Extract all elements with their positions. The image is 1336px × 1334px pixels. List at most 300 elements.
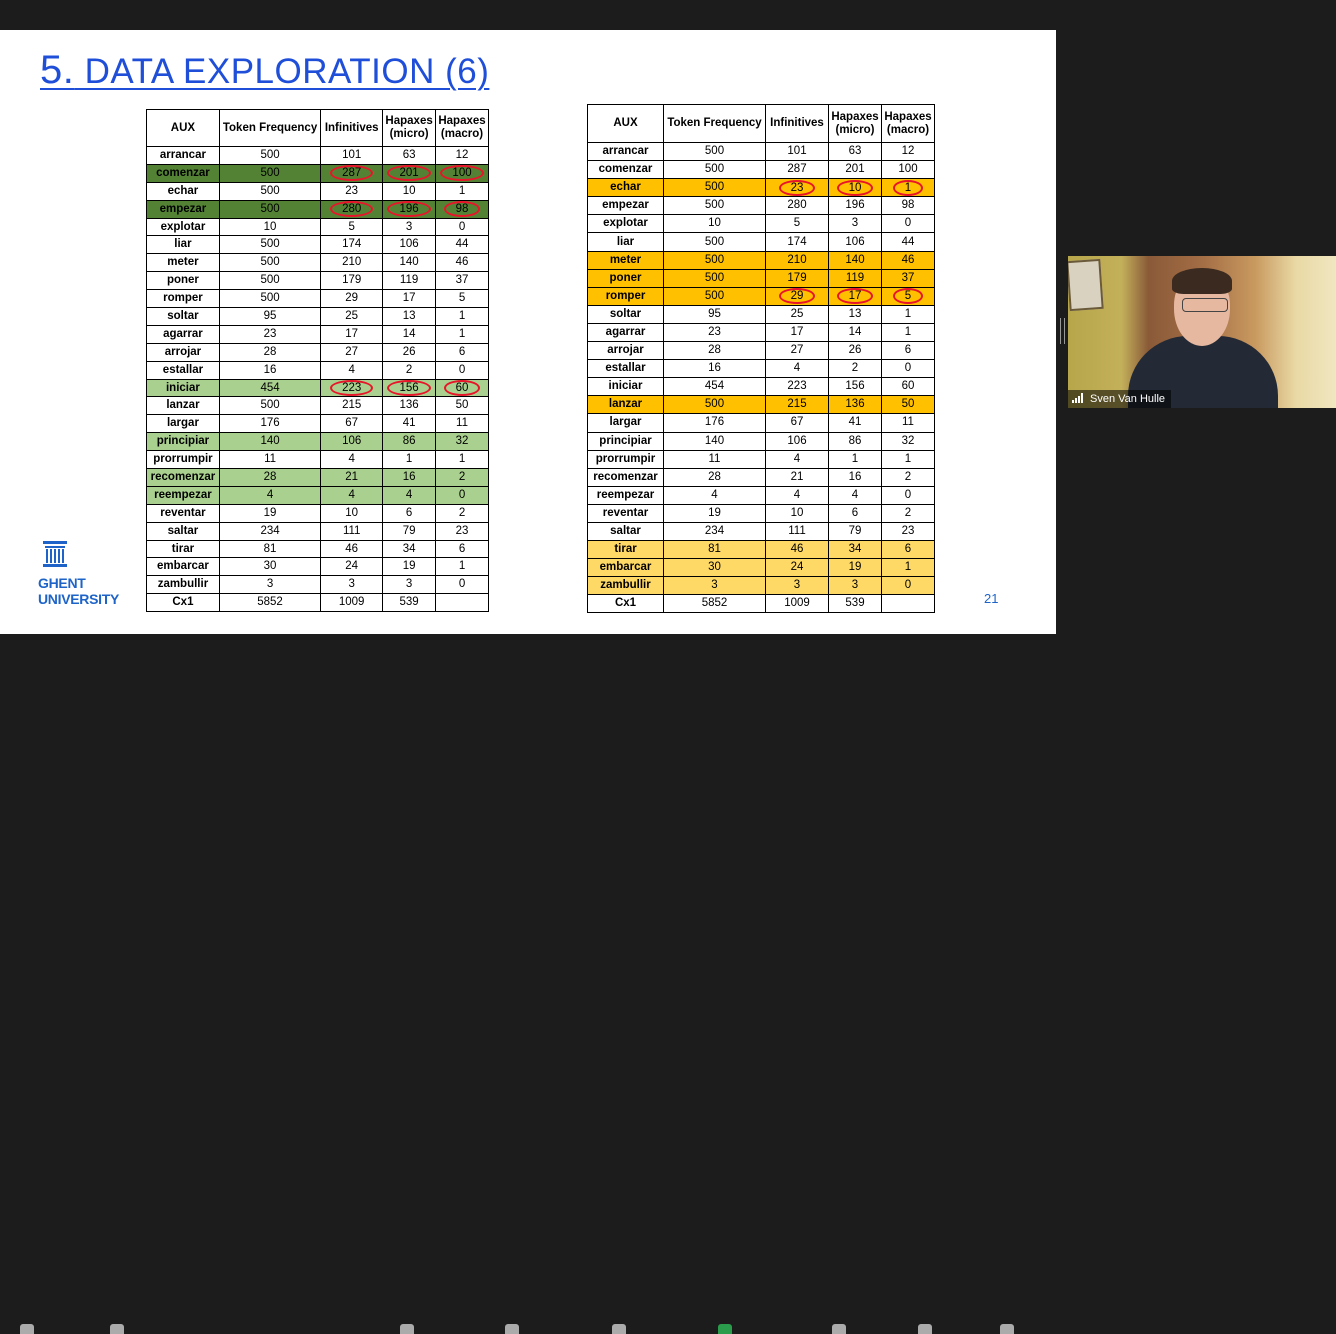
header-aux: AUX: [147, 110, 220, 147]
cell-hma: 1: [436, 451, 489, 469]
cell-aux: explotar: [588, 215, 664, 233]
table-row: [147, 433, 489, 451]
table-row: [588, 287, 935, 305]
highlight-circle: 223: [330, 380, 373, 396]
cell-aux: reventar: [147, 504, 220, 522]
highlight-circle: 1: [893, 180, 923, 196]
header-hapaxes-micro: Hapaxes (micro): [383, 110, 436, 147]
cell-inf: 4: [321, 486, 383, 504]
apps-icon[interactable]: [1000, 1324, 1014, 1334]
cell-tf: 500: [664, 161, 766, 179]
cell-hma: 5: [436, 290, 489, 308]
cell-tf: 81: [219, 540, 320, 558]
cell-hmi: 119: [383, 272, 436, 290]
highlight-circle: 280: [330, 201, 373, 217]
cell-hma: 0: [436, 576, 489, 594]
cell-hma: [882, 179, 935, 197]
table-row: [588, 179, 935, 197]
table-row: [147, 576, 489, 594]
cell-tf: 500: [219, 397, 320, 415]
table-row: [588, 577, 935, 595]
cell-inf: 17: [321, 325, 383, 343]
highlight-circle: 98: [444, 201, 481, 217]
highlight-circle: 60: [444, 380, 481, 396]
cell-tf: 10: [219, 218, 320, 236]
cell-aux: saltar: [588, 522, 664, 540]
cell-aux: empezar: [147, 200, 220, 218]
cell-inf: 4: [766, 486, 829, 504]
cell-inf: 106: [321, 433, 383, 451]
cell-hma: 1: [882, 323, 935, 341]
cell-aux: largar: [147, 415, 220, 433]
cell-hmi: 140: [829, 251, 882, 269]
cell-hmi: 14: [383, 325, 436, 343]
cell-tf: 500: [664, 287, 766, 305]
cell-hma: 100: [882, 161, 935, 179]
slide-page-number: 21: [984, 591, 999, 606]
cell-hma: 0: [436, 486, 489, 504]
cell-hma: 6: [882, 342, 935, 360]
cell-inf: 223: [766, 378, 829, 396]
cell-aux: reempezar: [147, 486, 220, 504]
frequency-table-left: [146, 109, 489, 612]
table-row: [147, 147, 489, 165]
cell-hma: 23: [882, 522, 935, 540]
cell-tf: 11: [664, 450, 766, 468]
cell-inf: 67: [766, 414, 829, 432]
cell-inf: 174: [766, 233, 829, 251]
table-row: [588, 468, 935, 486]
cell-hmi: 10: [383, 182, 436, 200]
cell-hmi: 136: [829, 396, 882, 414]
header-hapaxes-micro: Hapaxes (micro): [829, 105, 882, 143]
cell-hma: 37: [436, 272, 489, 290]
header-hapaxes-macro: Hapaxes (macro): [882, 105, 935, 143]
cell-tf: 4: [664, 486, 766, 504]
cell-aux: Cx1: [588, 595, 664, 613]
cell-tf: 19: [664, 504, 766, 522]
cell-aux: tirar: [147, 540, 220, 558]
cell-tf: 140: [664, 432, 766, 450]
table-row: [147, 308, 489, 326]
university-building-icon: [40, 540, 70, 570]
chat-icon[interactable]: [612, 1324, 626, 1334]
cell-hma: 12: [436, 147, 489, 165]
table-row: [147, 415, 489, 433]
cell-hma: 2: [882, 468, 935, 486]
cell-hmi: 2: [383, 361, 436, 379]
mute-icon[interactable]: [20, 1324, 34, 1334]
cell-aux: zambullir: [588, 577, 664, 595]
cell-aux: principiar: [147, 433, 220, 451]
slide-title-text: DATA EXPLORATION (6): [74, 52, 490, 91]
cell-hma: 2: [436, 469, 489, 487]
cell-hmi: 14: [829, 323, 882, 341]
cell-inf: 46: [321, 540, 383, 558]
cell-tf: 500: [219, 182, 320, 200]
cell-tf: 3: [664, 577, 766, 595]
cell-hmi: 26: [383, 343, 436, 361]
logo-line-2: UNIVERSITY: [38, 591, 120, 607]
table-row: [588, 541, 935, 559]
table-row: [147, 164, 489, 182]
cell-aux: empezar: [588, 197, 664, 215]
cell-hma: 2: [882, 504, 935, 522]
cell-tf: 234: [219, 522, 320, 540]
cell-inf: 46: [766, 541, 829, 559]
cell-hma: [436, 200, 489, 218]
cell-hma: 12: [882, 143, 935, 161]
cell-aux: soltar: [147, 308, 220, 326]
table-row: [147, 594, 489, 612]
cell-tf: 28: [664, 468, 766, 486]
highlight-circle: 100: [440, 165, 483, 181]
table-row: [588, 504, 935, 522]
cell-aux: estallar: [147, 361, 220, 379]
cell-tf: 95: [664, 305, 766, 323]
cell-tf: 500: [219, 272, 320, 290]
cell-aux: poner: [147, 272, 220, 290]
security-icon[interactable]: [400, 1324, 414, 1334]
header-infinitives: Infinitives: [766, 105, 829, 143]
table-row: [147, 379, 489, 397]
table-row: [588, 450, 935, 468]
cell-aux: largar: [588, 414, 664, 432]
cell-aux: lanzar: [147, 397, 220, 415]
cell-hmi: 19: [829, 559, 882, 577]
highlight-circle: 29: [779, 288, 816, 304]
cell-hma: [882, 287, 935, 305]
cell-inf: 174: [321, 236, 383, 254]
cell-hmi: [829, 287, 882, 305]
cell-inf: [321, 164, 383, 182]
cell-aux: Cx1: [147, 594, 220, 612]
cell-hmi: [383, 379, 436, 397]
cell-inf: 24: [321, 558, 383, 576]
cell-hmi: 79: [383, 522, 436, 540]
cell-aux: estallar: [588, 360, 664, 378]
cell-hmi: 4: [829, 486, 882, 504]
table-row: [588, 143, 935, 161]
table-row: [588, 432, 935, 450]
cell-inf: 67: [321, 415, 383, 433]
table-row: [147, 469, 489, 487]
cell-hmi: [829, 179, 882, 197]
cell-tf: 23: [219, 325, 320, 343]
cell-inf: 101: [321, 147, 383, 165]
cell-hma: 2: [436, 504, 489, 522]
cell-aux: comenzar: [147, 164, 220, 182]
cell-tf: 500: [219, 147, 320, 165]
highlight-circle: 287: [330, 165, 373, 181]
cell-inf: 5: [766, 215, 829, 233]
table-row: [588, 414, 935, 432]
cell-inf: 3: [321, 576, 383, 594]
cell-aux: embarcar: [147, 558, 220, 576]
table-row: [588, 305, 935, 323]
highlight-circle: 10: [837, 180, 874, 196]
cell-inf: 10: [321, 504, 383, 522]
cell-hmi: 140: [383, 254, 436, 272]
table-row: [147, 397, 489, 415]
cell-hmi: 196: [829, 197, 882, 215]
cell-hmi: 6: [383, 504, 436, 522]
cell-aux: lanzar: [588, 396, 664, 414]
cell-inf: 21: [766, 468, 829, 486]
cell-hmi: 136: [383, 397, 436, 415]
cell-hmi: 106: [383, 236, 436, 254]
reactions-icon[interactable]: [918, 1324, 932, 1334]
cell-hma: 0: [882, 577, 935, 595]
cell-tf: 176: [664, 414, 766, 432]
cell-inf: 210: [766, 251, 829, 269]
ghent-university-logo: [38, 540, 128, 607]
cell-tf: 454: [664, 378, 766, 396]
meeting-toolbar: [0, 660, 1336, 674]
cell-hma: 11: [436, 415, 489, 433]
cell-aux: arrancar: [588, 143, 664, 161]
cell-inf: 27: [321, 343, 383, 361]
connection-signal-icon: [1072, 393, 1086, 403]
cell-inf: 215: [321, 397, 383, 415]
cell-inf: 4: [766, 450, 829, 468]
cell-hmi: 3: [383, 576, 436, 594]
wall-picture: [1068, 259, 1104, 311]
cell-tf: 30: [664, 559, 766, 577]
cell-aux: arrojar: [588, 342, 664, 360]
panel-resize-handle[interactable]: [1060, 318, 1065, 344]
table-row: [147, 361, 489, 379]
table-row: [588, 595, 935, 613]
cell-aux: agarrar: [588, 323, 664, 341]
cell-hma: 46: [436, 254, 489, 272]
cell-tf: 5852: [219, 594, 320, 612]
cell-tf: 5852: [664, 595, 766, 613]
presentation-slide: [0, 30, 1056, 634]
cell-inf: [321, 200, 383, 218]
cell-inf: 287: [766, 161, 829, 179]
cell-hma: 44: [436, 236, 489, 254]
cell-inf: [766, 179, 829, 197]
table-row: [147, 540, 489, 558]
table-header-row: [147, 110, 489, 147]
cell-inf: 23: [321, 182, 383, 200]
highlight-circle: 196: [387, 201, 430, 217]
cell-tf: 3: [219, 576, 320, 594]
cell-aux: iniciar: [588, 378, 664, 396]
cell-hma: 44: [882, 233, 935, 251]
cell-tf: 30: [219, 558, 320, 576]
cell-inf: 179: [321, 272, 383, 290]
header-hapaxes-macro: Hapaxes (macro): [436, 110, 489, 147]
table-row: [147, 272, 489, 290]
cell-inf: 111: [766, 522, 829, 540]
cell-aux: tirar: [588, 541, 664, 559]
cell-hmi: [383, 164, 436, 182]
participant-glasses: [1182, 298, 1228, 312]
table-row: [588, 215, 935, 233]
cell-tf: 95: [219, 308, 320, 326]
header-aux: AUX: [588, 105, 664, 143]
cell-inf: 24: [766, 559, 829, 577]
table-row: [588, 378, 935, 396]
cell-hmi: 156: [829, 378, 882, 396]
cell-hmi: 106: [829, 233, 882, 251]
cell-tf: 500: [664, 197, 766, 215]
cell-aux: arrancar: [147, 147, 220, 165]
cell-tf: 140: [219, 433, 320, 451]
table-row: [147, 486, 489, 504]
highlight-circle: 156: [387, 380, 430, 396]
highlight-circle: 201: [387, 165, 430, 181]
cell-inf: 10: [766, 504, 829, 522]
table-row: [588, 486, 935, 504]
cell-hmi: 34: [383, 540, 436, 558]
table-row: [588, 559, 935, 577]
cell-aux: arrojar: [147, 343, 220, 361]
cell-inf: 5: [321, 218, 383, 236]
cell-aux: meter: [588, 251, 664, 269]
cell-hmi: 19: [383, 558, 436, 576]
cell-tf: 234: [664, 522, 766, 540]
cell-inf: 25: [766, 305, 829, 323]
table-row: [147, 290, 489, 308]
cell-inf: 280: [766, 197, 829, 215]
cell-hmi: 6: [829, 504, 882, 522]
cell-aux: liar: [588, 233, 664, 251]
cell-hma: 6: [882, 541, 935, 559]
cell-inf: 3: [766, 577, 829, 595]
cell-aux: echar: [588, 179, 664, 197]
table-row: [588, 342, 935, 360]
cell-hma: 46: [882, 251, 935, 269]
cell-aux: meter: [147, 254, 220, 272]
cell-aux: embarcar: [588, 559, 664, 577]
table-row: [147, 343, 489, 361]
table-row: [147, 218, 489, 236]
cell-inf: [321, 379, 383, 397]
cell-tf: 81: [664, 541, 766, 559]
cell-inf: 210: [321, 254, 383, 272]
cell-tf: 4: [219, 486, 320, 504]
cell-tf: 28: [664, 342, 766, 360]
cell-inf: 106: [766, 432, 829, 450]
cell-hmi: 1: [383, 451, 436, 469]
cell-hma: [436, 594, 489, 612]
cell-aux: reventar: [588, 504, 664, 522]
cell-tf: 176: [219, 415, 320, 433]
cell-hma: 6: [436, 540, 489, 558]
cell-hma: 0: [882, 215, 935, 233]
table-row: [588, 251, 935, 269]
cell-aux: liar: [147, 236, 220, 254]
cell-hmi: 539: [383, 594, 436, 612]
cell-hmi: 3: [829, 215, 882, 233]
cell-inf: 215: [766, 396, 829, 414]
cell-aux: romper: [147, 290, 220, 308]
cell-hmi: 1: [829, 450, 882, 468]
cell-hma: 32: [436, 433, 489, 451]
cell-hma: 6: [436, 343, 489, 361]
slide-title: [40, 48, 489, 93]
cell-tf: 500: [664, 143, 766, 161]
participant-name: Sven Van Hulle: [1090, 393, 1166, 405]
cell-aux: comenzar: [588, 161, 664, 179]
table-row: [147, 182, 489, 200]
table-row: [588, 269, 935, 287]
cell-aux: romper: [588, 287, 664, 305]
cell-hmi: 41: [383, 415, 436, 433]
cell-hma: [436, 164, 489, 182]
table-row: [147, 451, 489, 469]
record-icon[interactable]: [832, 1324, 846, 1334]
cell-tf: 454: [219, 379, 320, 397]
participants-icon[interactable]: [505, 1324, 519, 1334]
slide-title-number: 5.: [40, 48, 75, 92]
cell-tf: 500: [219, 200, 320, 218]
cell-inf: 4: [321, 361, 383, 379]
cell-inf: 25: [321, 308, 383, 326]
cell-inf: 17: [766, 323, 829, 341]
cell-hmi: 17: [383, 290, 436, 308]
share-screen-icon[interactable]: [718, 1324, 732, 1334]
highlight-circle: 23: [779, 180, 816, 196]
cell-inf: 4: [321, 451, 383, 469]
cell-tf: 19: [219, 504, 320, 522]
cell-hma: [882, 595, 935, 613]
cell-aux: zambullir: [147, 576, 220, 594]
cell-aux: saltar: [147, 522, 220, 540]
cell-hma: 0: [882, 360, 935, 378]
cell-aux: prorrumpir: [588, 450, 664, 468]
cell-inf: 21: [321, 469, 383, 487]
participant-video-tile[interactable]: [1068, 256, 1336, 408]
highlight-circle: 17: [837, 288, 874, 304]
cell-tf: 10: [664, 215, 766, 233]
cell-aux: recomenzar: [588, 468, 664, 486]
table-header-row: [588, 105, 935, 143]
cell-hmi: 13: [829, 305, 882, 323]
cell-hmi: 86: [383, 433, 436, 451]
cell-hmi: 86: [829, 432, 882, 450]
video-icon[interactable]: [110, 1324, 124, 1334]
cell-hma: 1: [882, 305, 935, 323]
cell-aux: iniciar: [147, 379, 220, 397]
cell-hma: 1: [436, 308, 489, 326]
cell-hma: 0: [436, 361, 489, 379]
cell-inf: 1009: [766, 595, 829, 613]
cell-tf: 16: [219, 361, 320, 379]
cell-hmi: 79: [829, 522, 882, 540]
cell-tf: 11: [219, 451, 320, 469]
cell-hmi: 2: [829, 360, 882, 378]
cell-hma: 60: [882, 378, 935, 396]
cell-tf: 500: [664, 251, 766, 269]
table-row: [588, 360, 935, 378]
cell-hma: 1: [436, 182, 489, 200]
cell-aux: principiar: [588, 432, 664, 450]
cell-hma: 0: [882, 486, 935, 504]
cell-hma: 1: [882, 450, 935, 468]
participant-hair: [1172, 268, 1232, 294]
cell-tf: 500: [219, 290, 320, 308]
cell-hma: 1: [882, 559, 935, 577]
cell-aux: soltar: [588, 305, 664, 323]
cell-hma: 23: [436, 522, 489, 540]
table-row: [147, 504, 489, 522]
cell-hmi: 26: [829, 342, 882, 360]
cell-inf: 4: [766, 360, 829, 378]
